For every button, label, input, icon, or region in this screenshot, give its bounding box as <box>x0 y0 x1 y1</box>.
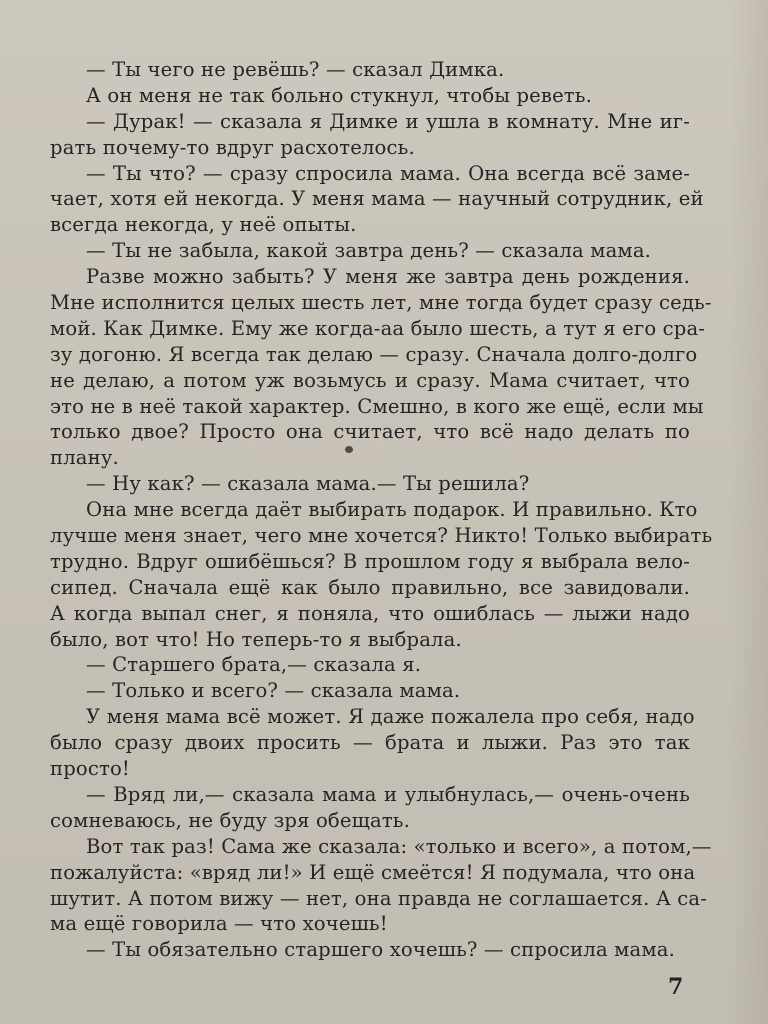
text-line: ма ещё говорила — что хочешь! <box>50 912 388 936</box>
text-line: мой. Как Димке. Ему же когда-аа было шесть, а тут я его сра- <box>50 316 706 340</box>
text-line: зу догоню. Я всегда так делаю — сразу. Сначала долго-долго <box>50 342 698 366</box>
text-line: Вот так раз! Сама же сказала: «только и всего», а потом,— <box>86 834 712 858</box>
text-line: пожалуйста: «вряд ли!» И ещё смеётся! Я подумала, что она <box>50 860 696 884</box>
text-line: лучше меня знает, чего мне хочется? Никто! Только выбирать <box>50 524 713 548</box>
text-line: — Ты что? — сразу спросила мама. Она всегда всё заме- <box>86 161 690 185</box>
text-line: У меня мама всё может. Я даже пожалела про себя, надо <box>86 705 695 729</box>
text-line: Мне исполнится целых шесть лет, мне тогда будет сразу седь- <box>50 291 712 315</box>
text-line: Разве можно забыть? У меня же завтра день рождения. <box>86 265 690 289</box>
body-text <box>50 57 713 963</box>
text-line: — Старшего брата,— сказала я. <box>86 653 422 677</box>
text-line: — Ты не забыла, какой завтра день? — сказала мама. <box>86 239 652 263</box>
text-line: А когда выпал снег, я поняла, что ошиблась — лыжи надо <box>50 601 690 625</box>
text-line: сипед. Сначала ещё как было правильно, все завидовали. <box>50 575 690 599</box>
text-line: — Дурак! — сказала я Димке и ушла в комнату. Мне иг- <box>86 109 690 133</box>
text-line: шутит. А потом вижу — нет, она правда не соглашается. А са- <box>50 886 708 910</box>
text-line: трудно. Вдруг ошибёшься? В прошлом году я выбрала вело- <box>50 549 690 573</box>
ink-spot <box>345 446 353 453</box>
text-line: просто! <box>50 757 130 781</box>
text-line: только двое? Просто она считает, что всё надо делать по <box>50 420 690 444</box>
text-line: — Ну как? — сказала мама.— Ты решила? <box>86 472 530 496</box>
text-line: было сразу двоих просить — брата и лыжи. Раз это так <box>50 731 690 755</box>
text-line: плану. <box>50 446 119 470</box>
text-line: Она мне всегда даёт выбирать подарок. И правильно. Кто <box>86 498 698 522</box>
text-line: — Ты обязательно старшего хочешь? — спросила мама. <box>86 938 675 962</box>
text-line: — Только и всего? — сказала мама. <box>86 679 461 703</box>
text-line: всегда некогда, у неё опыты. <box>50 213 357 237</box>
text-line: А он меня не так больно стукнул, чтобы реветь. <box>86 83 592 107</box>
text-line: сомневаюсь, не буду зря обещать. <box>50 808 411 832</box>
text-line: — Вряд ли,— сказала мама и улыбнулась,— очень-очень <box>86 782 690 806</box>
page-number: 7 <box>668 974 684 1000</box>
text-line: не делаю, а потом уж возьмусь и сразу. Мама считает, что <box>50 368 690 392</box>
text-line: — Ты чего не ревёшь? — сказал Димка. <box>86 58 505 81</box>
text-line: чает, хотя ей некогда. У меня мама — научный сотрудник, ей <box>50 187 704 211</box>
text-line: это не в неё такой характер. Смешно, в кого же ещё, если мы <box>50 394 704 418</box>
text-line: рать почему-то вдруг расхотелось. <box>50 135 415 159</box>
text-line: было, вот что! Но теперь-то я выбрала. <box>50 627 462 651</box>
